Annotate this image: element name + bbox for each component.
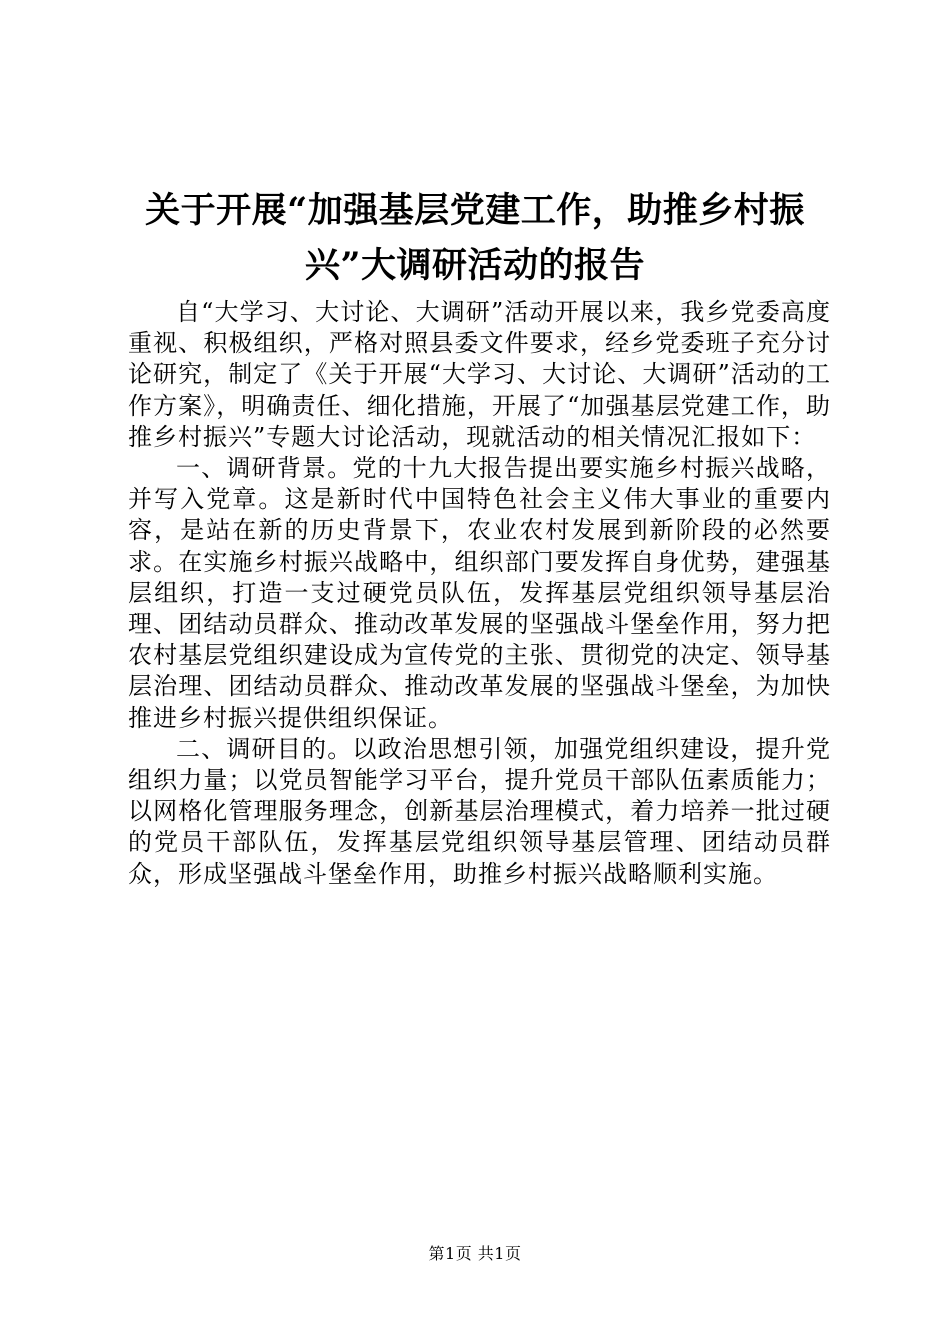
page-number-footer: 第1页 共1页	[428, 1244, 522, 1263]
document-body	[128, 297, 831, 890]
background-paragraph: 一、调研背景。党的十九大报告提出要实施乡村振兴战略，并写入党章。这是新时代中国特色社会主义伟大事业的重要内容，是站在新的历史背景下，农业农村发展到新阶段的必然要求。在实施乡村振兴战略中，组织部门要发挥自身优势，建强基层组织，打造一支过硬党员队伍，发挥基层党组织领导基层治理、团结动员群众、推动改革发展的坚强战斗堡垒作用，努力把农村基层党组织建设成为宣传党的主张、贯彻党的决定、领导基层治理、团结动员群众、推动改革发展的坚强战斗堡垒，为加快推进乡村振兴提供组织保证。	[128, 454, 831, 732]
purpose-paragraph: 二、调研目的。以政治思想引领，加强党组织建设，提升党组织力量；以党员智能学习平台，提升党员干部队伍素质能力；以网格化管理服务理念，创新基层治理模式，着力培养一批过硬的党员干部队伍，发挥基层党组织领导基层管理、团结动员群众，形成坚强战斗堡垒作用，助推乡村振兴战略顺利实施。	[128, 734, 831, 888]
document-title: 关于开展“加强基层党建工作，助推乡村振兴”大调研活动的报告	[145, 190, 805, 286]
intro-paragraph: 自“大学习、大讨论、大调研”活动开展以来，我乡党委高度重视、积极组织，严格对照县委文件要求，经乡党委班子充分讨论研究，制定了《关于开展“大学习、大讨论、大调研”活动的工作方案》，明确责任、细化措施，开展了“加强基层党建工作，助推乡村振兴”专题大讨论活动，现就活动的相关情况汇报如下：	[128, 298, 831, 451]
